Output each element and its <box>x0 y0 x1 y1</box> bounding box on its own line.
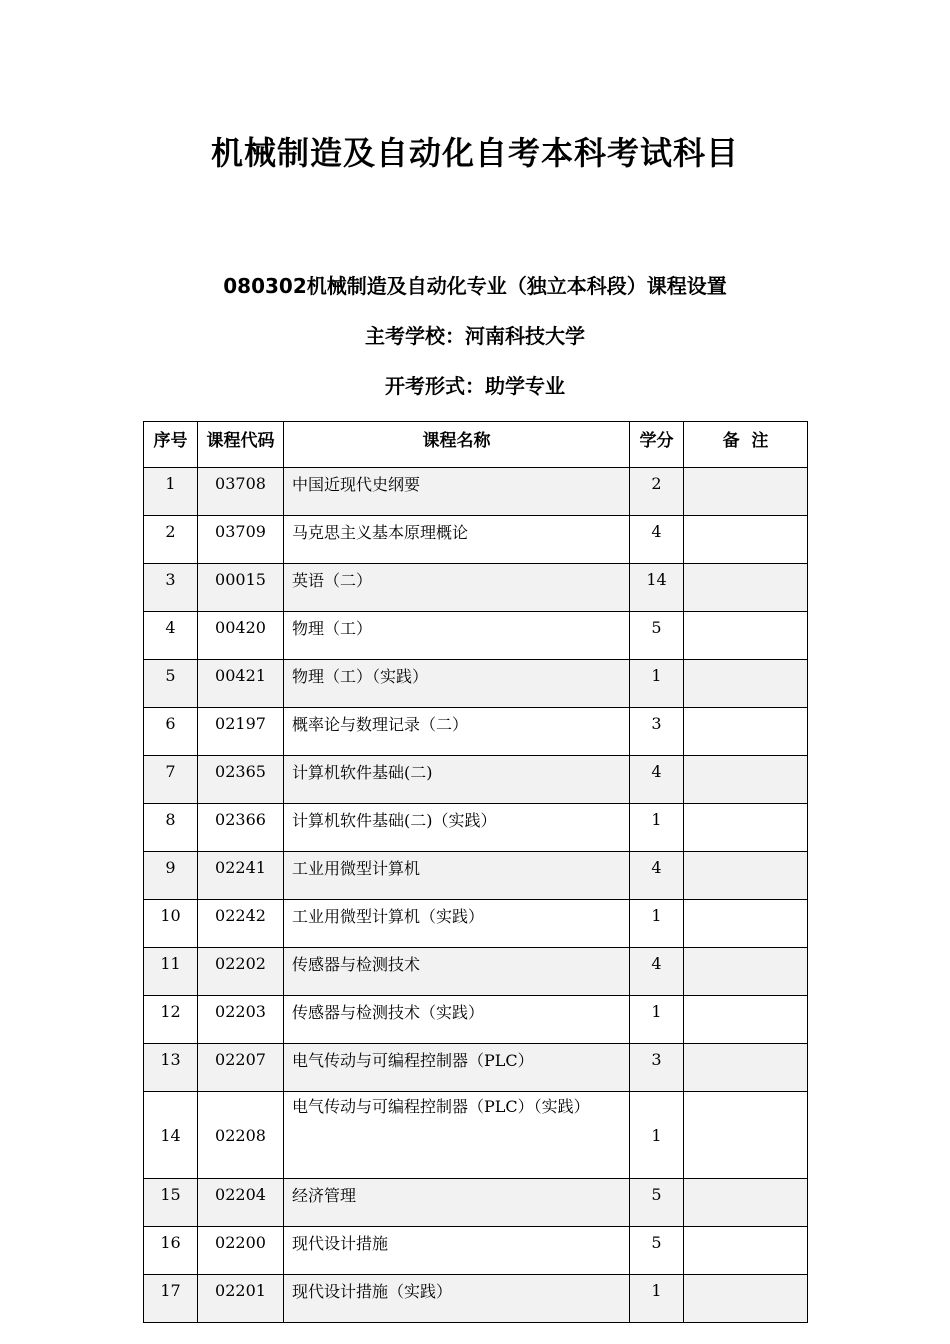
table-row <box>144 1227 808 1275</box>
table-header-row <box>144 422 808 468</box>
row-code: 00015 <box>198 564 284 612</box>
row-seq: 1 <box>144 468 198 516</box>
row-code: 02242 <box>198 900 284 948</box>
row-name: 物理（工）（实践） <box>284 660 630 708</box>
row-name: 传感器与检测技术（实践） <box>284 996 630 1044</box>
row-credits: 5 <box>630 1227 684 1275</box>
row-code: 02203 <box>198 996 284 1044</box>
row-credits: 1 <box>630 660 684 708</box>
row-code: 02201 <box>198 1275 284 1323</box>
row-seq: 14 <box>144 1092 198 1179</box>
row-code: 02200 <box>198 1227 284 1275</box>
table-row <box>144 516 808 564</box>
row-credits: 1 <box>630 900 684 948</box>
table-row <box>144 852 808 900</box>
table-row <box>144 468 808 516</box>
table-row <box>144 1179 808 1227</box>
row-seq: 11 <box>144 948 198 996</box>
row-code: 03708 <box>198 468 284 516</box>
table-row <box>144 708 808 756</box>
row-credits: 1 <box>630 996 684 1044</box>
row-seq: 3 <box>144 564 198 612</box>
row-remarks <box>684 900 808 948</box>
row-code: 02207 <box>198 1044 284 1092</box>
row-seq: 2 <box>144 516 198 564</box>
row-seq: 10 <box>144 900 198 948</box>
table-row <box>144 996 808 1044</box>
row-remarks <box>684 468 808 516</box>
row-name: 传感器与检测技术 <box>284 948 630 996</box>
row-code: 02204 <box>198 1179 284 1227</box>
row-credits: 1 <box>630 1275 684 1323</box>
row-remarks <box>684 1275 808 1323</box>
row-credits: 1 <box>630 1092 684 1179</box>
table-row <box>144 1044 808 1092</box>
row-name: 工业用微型计算机 <box>284 852 630 900</box>
row-name: 电气传动与可编程控制器（PLC）（实践） <box>284 1092 630 1179</box>
table-row <box>144 900 808 948</box>
table-row <box>144 564 808 612</box>
row-remarks <box>684 756 808 804</box>
row-seq: 17 <box>144 1275 198 1323</box>
row-seq: 13 <box>144 1044 198 1092</box>
row-credits: 3 <box>630 708 684 756</box>
row-credits: 4 <box>630 948 684 996</box>
row-name: 经济管理 <box>284 1179 630 1227</box>
row-name: 工业用微型计算机（实践） <box>284 900 630 948</box>
row-code: 02197 <box>198 708 284 756</box>
row-code: 02366 <box>198 804 284 852</box>
row-seq: 8 <box>144 804 198 852</box>
row-code: 02208 <box>198 1092 284 1179</box>
header-credits: 学分 <box>630 422 684 468</box>
table-body <box>144 468 808 1323</box>
table-row <box>144 1275 808 1323</box>
row-credits: 1 <box>630 804 684 852</box>
exam-form: 开考形式：助学专业 <box>385 374 565 398</box>
row-code: 02241 <box>198 852 284 900</box>
row-seq: 12 <box>144 996 198 1044</box>
row-remarks <box>684 1227 808 1275</box>
row-remarks <box>684 804 808 852</box>
row-remarks <box>684 948 808 996</box>
table-row <box>144 948 808 996</box>
row-credits: 3 <box>630 1044 684 1092</box>
row-remarks <box>684 852 808 900</box>
row-code: 03709 <box>198 516 284 564</box>
row-name: 物理（工） <box>284 612 630 660</box>
exam-school: 主考学校：河南科技大学 <box>365 324 585 348</box>
row-seq: 5 <box>144 660 198 708</box>
row-seq: 7 <box>144 756 198 804</box>
row-remarks <box>684 996 808 1044</box>
row-remarks <box>684 1092 808 1179</box>
row-name: 马克思主义基本原理概论 <box>284 516 630 564</box>
row-seq: 9 <box>144 852 198 900</box>
row-code: 02202 <box>198 948 284 996</box>
table-row <box>144 612 808 660</box>
header-remarks: 备 注 <box>684 422 808 468</box>
row-credits: 5 <box>630 1179 684 1227</box>
row-credits: 2 <box>630 468 684 516</box>
header-code: 课程代码 <box>198 422 284 468</box>
row-name: 电气传动与可编程控制器（PLC） <box>284 1044 630 1092</box>
curriculum-subtitle: 080302机械制造及自动化专业（独立本科段）课程设置 <box>223 274 727 298</box>
row-seq: 15 <box>144 1179 198 1227</box>
row-remarks <box>684 1179 808 1227</box>
row-remarks <box>684 708 808 756</box>
row-credits: 4 <box>630 852 684 900</box>
table-row <box>144 804 808 852</box>
row-seq: 4 <box>144 612 198 660</box>
row-code: 00420 <box>198 612 284 660</box>
row-code: 02365 <box>198 756 284 804</box>
table-row <box>144 660 808 708</box>
row-seq: 6 <box>144 708 198 756</box>
row-name: 中国近现代史纲要 <box>284 468 630 516</box>
row-name: 概率论与数理记录（二） <box>284 708 630 756</box>
row-remarks <box>684 660 808 708</box>
header-seq: 序号 <box>144 422 198 468</box>
row-remarks <box>684 564 808 612</box>
table-row <box>144 1092 808 1179</box>
row-remarks <box>684 516 808 564</box>
row-remarks <box>684 1044 808 1092</box>
header-name: 课程名称 <box>284 422 630 468</box>
row-seq: 16 <box>144 1227 198 1275</box>
row-name: 现代设计措施 <box>284 1227 630 1275</box>
row-name: 现代设计措施（实践） <box>284 1275 630 1323</box>
row-credits: 4 <box>630 516 684 564</box>
row-credits: 14 <box>630 564 684 612</box>
row-code: 00421 <box>198 660 284 708</box>
row-credits: 5 <box>630 612 684 660</box>
row-name: 计算机软件基础(二) <box>284 756 630 804</box>
row-name: 英语（二） <box>284 564 630 612</box>
row-credits: 4 <box>630 756 684 804</box>
table-row <box>144 756 808 804</box>
row-remarks <box>684 612 808 660</box>
document-title: 机械制造及自动化自考本科考试科目 <box>210 134 739 172</box>
course-table <box>143 421 808 1323</box>
row-name: 计算机软件基础(二)（实践） <box>284 804 630 852</box>
